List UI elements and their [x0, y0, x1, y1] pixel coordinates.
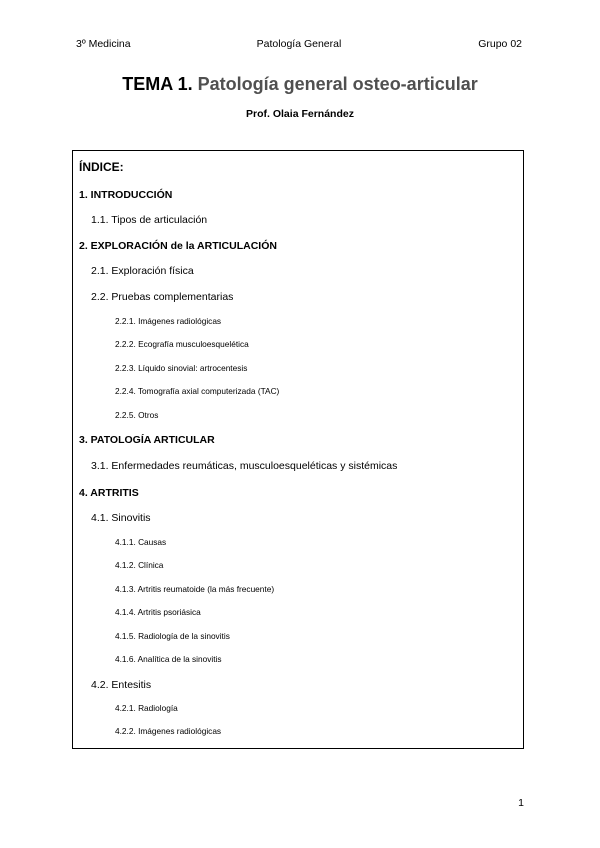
page-header [76, 38, 522, 52]
toc-entry: 4.2.2. Imágenes radiológicas [115, 726, 222, 736]
toc-entry: 4.1.1. Causas [115, 537, 167, 547]
toc-entry: 4.1.2. Clínica [115, 560, 164, 570]
toc-entry: 4.2.1. Radiología [115, 703, 178, 713]
toc-entry: 2.2.3. Líquido sinovial: artrocentesis [115, 363, 248, 373]
toc-entry: 3.1. Enfermedades reumáticas, musculoesqueléticas y sistémicas [91, 460, 398, 472]
document-title [0, 74, 600, 95]
header-course: 3º Medicina [76, 38, 131, 50]
toc-entry: 1. INTRODUCCIÓN [79, 189, 173, 201]
toc-entry: 4.1.4. Artritis psoriásica [115, 607, 201, 617]
header-subject: Patología General [256, 38, 342, 50]
header-group: Grupo 02 [478, 38, 522, 50]
toc-entry: 1.1. Tipos de articulación [91, 214, 208, 226]
page-number: 1 [518, 797, 524, 809]
toc-entry: 2.2.1. Imágenes radiológicas [115, 316, 222, 326]
toc-entry: 4.1.5. Radiología de la sinovitis [115, 631, 230, 641]
table-of-contents [72, 150, 524, 749]
toc-entry: 2.2. Pruebas complementarias [91, 291, 234, 303]
title-prefix: TEMA 1. [122, 74, 193, 94]
toc-entry: 2.1. Exploración física [91, 265, 194, 277]
toc-entry: 4. ARTRITIS [79, 487, 139, 499]
title-main: Patología general osteo-articular [197, 74, 478, 94]
toc-entry: 3. PATOLOGÍA ARTICULAR [79, 434, 215, 446]
toc-entry: 2.2.5. Otros [115, 410, 159, 420]
toc-entry: 2.2.4. Tomografía axial computerizada (TAC) [115, 386, 280, 396]
toc-entry: 4.1.6. Analítica de la sinovitis [115, 654, 222, 664]
toc-entry: 4.1.3. Artritis reumatoide (la más frecuente) [115, 584, 275, 594]
author-name: Prof. Olaia Fernández [246, 108, 354, 120]
toc-entry: 4.1. Sinovitis [91, 512, 151, 524]
toc-entry: 2. EXPLORACIÓN de la ARTICULACIÓN [79, 240, 277, 252]
toc-heading: ÍNDICE: [79, 160, 124, 174]
toc-entry: 4.2. Entesitis [91, 679, 152, 691]
toc-entry: 2.2.2. Ecografía musculoesquelética [115, 339, 249, 349]
